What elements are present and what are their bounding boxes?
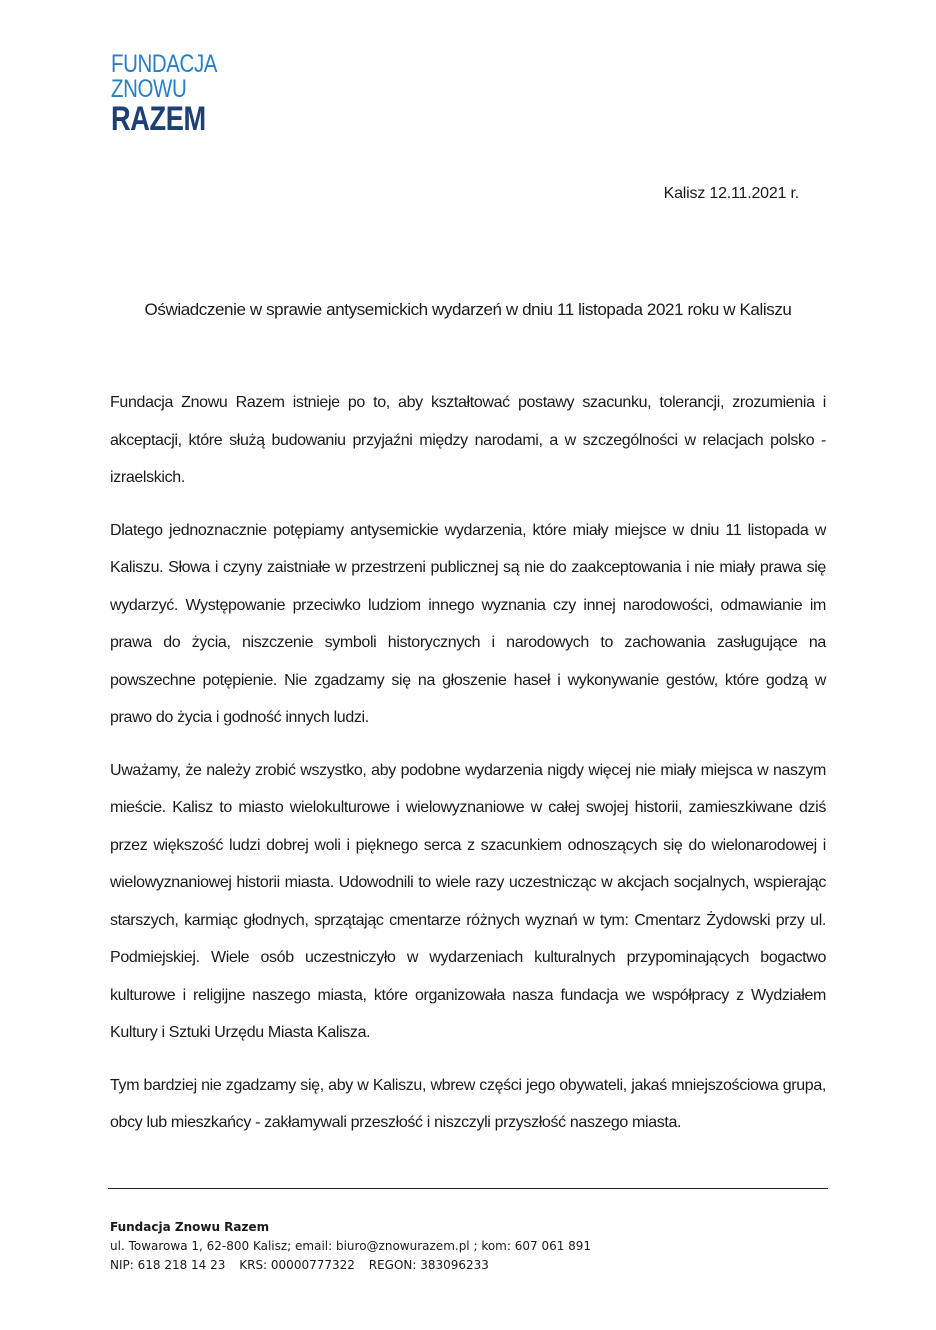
footer-regon: REGON: 383096233	[368, 1258, 489, 1272]
logo-line-3: RAZEM	[111, 100, 206, 138]
footer-nip: NIP: 618 218 14 23	[110, 1258, 226, 1272]
body-paragraph-2: Dlatego jednoznacznie potępiamy antysemickie wydarzenia, które miały miejsce w dniu 11 listopada w Kaliszu. Słowa i czyny zaistniałe w przestrzeni publicznej są nie do zaakceptowania i nie miały prawa się wydarzyć. Występowanie przeciwko ludziom innego wyznania czy innej narodowości, odmawianie im prawa do życia, niszczenie symboli historycznych i narodowych to zachowania zasługujące na powszechne potępienie. Nie zgadzamy się na głoszenie haseł i wykonywanie gestów, które godzą w prawo do życia i godność innych ludzi.	[110, 521, 826, 726]
footer-org-name: Fundacja Znowu Razem	[110, 1220, 270, 1234]
body-paragraph-4: Tym bardziej nie zgadzamy się, aby w Kaliszu, wbrew części jego obywateli, jakaś mniejszościowa grupa, obcy lub mieszkańcy - zakłamywali przeszłość i niszczyli przyszłość naszego miasta.	[110, 1076, 826, 1131]
document-body	[110, 384, 826, 1157]
footer-krs: KRS: 00000777322	[239, 1258, 355, 1272]
logo-line-1: FUNDACJA	[111, 50, 218, 78]
body-paragraph-1: Fundacja Znowu Razem istnieje po to, aby kształtować postawy szacunku, tolerancji, zrozumienia i akceptacji, które służą budowaniu przyjaźni między narodami, a w szczególności w relacjach polsko - izraelskich.	[110, 394, 826, 486]
body-paragraph-3: Uważamy, że należy zrobić wszystko, aby podobne wydarzenia nigdy więcej nie miały miejsca w naszym mieście. Kalisz to miasto wielokulturowe i wielowyznaniowe w całej swojej historii, zamieszkiwane dziś przez większość ludzi dobrej woli i pięknego serca z szacunkiem odnoszących się do wielonarodowej i wielowyznaniowej historii miasta. Udowodnili to wiele razy uczestnicząc w akcjach socjalnych, wspierając starszych, karmiąc głodnych, sprzątając cmentarze różnych wyznań w tym: Cmentarz Żydowski przy ul. Podmiejskiej. Wiele osób uczestniczyło w wydarzeniach kulturalnych przypominających bogactwo kulturowe i religijne naszego miasta, które organizowała nasza fundacja we współpracy z Wydziałem Kultury i Sztuki Urzędu Miasta Kalisza.	[110, 761, 826, 1041]
logo-line-2: ZNOWU	[111, 75, 187, 103]
footer-address: ul. Towarowa 1, 62-800 Kalisz; email: biuro@znowurazem.pl ; kom: 607 061 891	[110, 1239, 592, 1253]
footer	[110, 1218, 591, 1275]
foundation-logo	[111, 50, 218, 138]
footer-divider	[108, 1188, 828, 1189]
document-date: Kalisz 12.11.2021 r.	[663, 185, 799, 202]
document-title: Oświadczenie w sprawie antysemickich wydarzeń w dniu 11 listopada 2021 roku w Kaliszu	[144, 300, 792, 319]
footer-identifiers	[110, 1256, 591, 1275]
